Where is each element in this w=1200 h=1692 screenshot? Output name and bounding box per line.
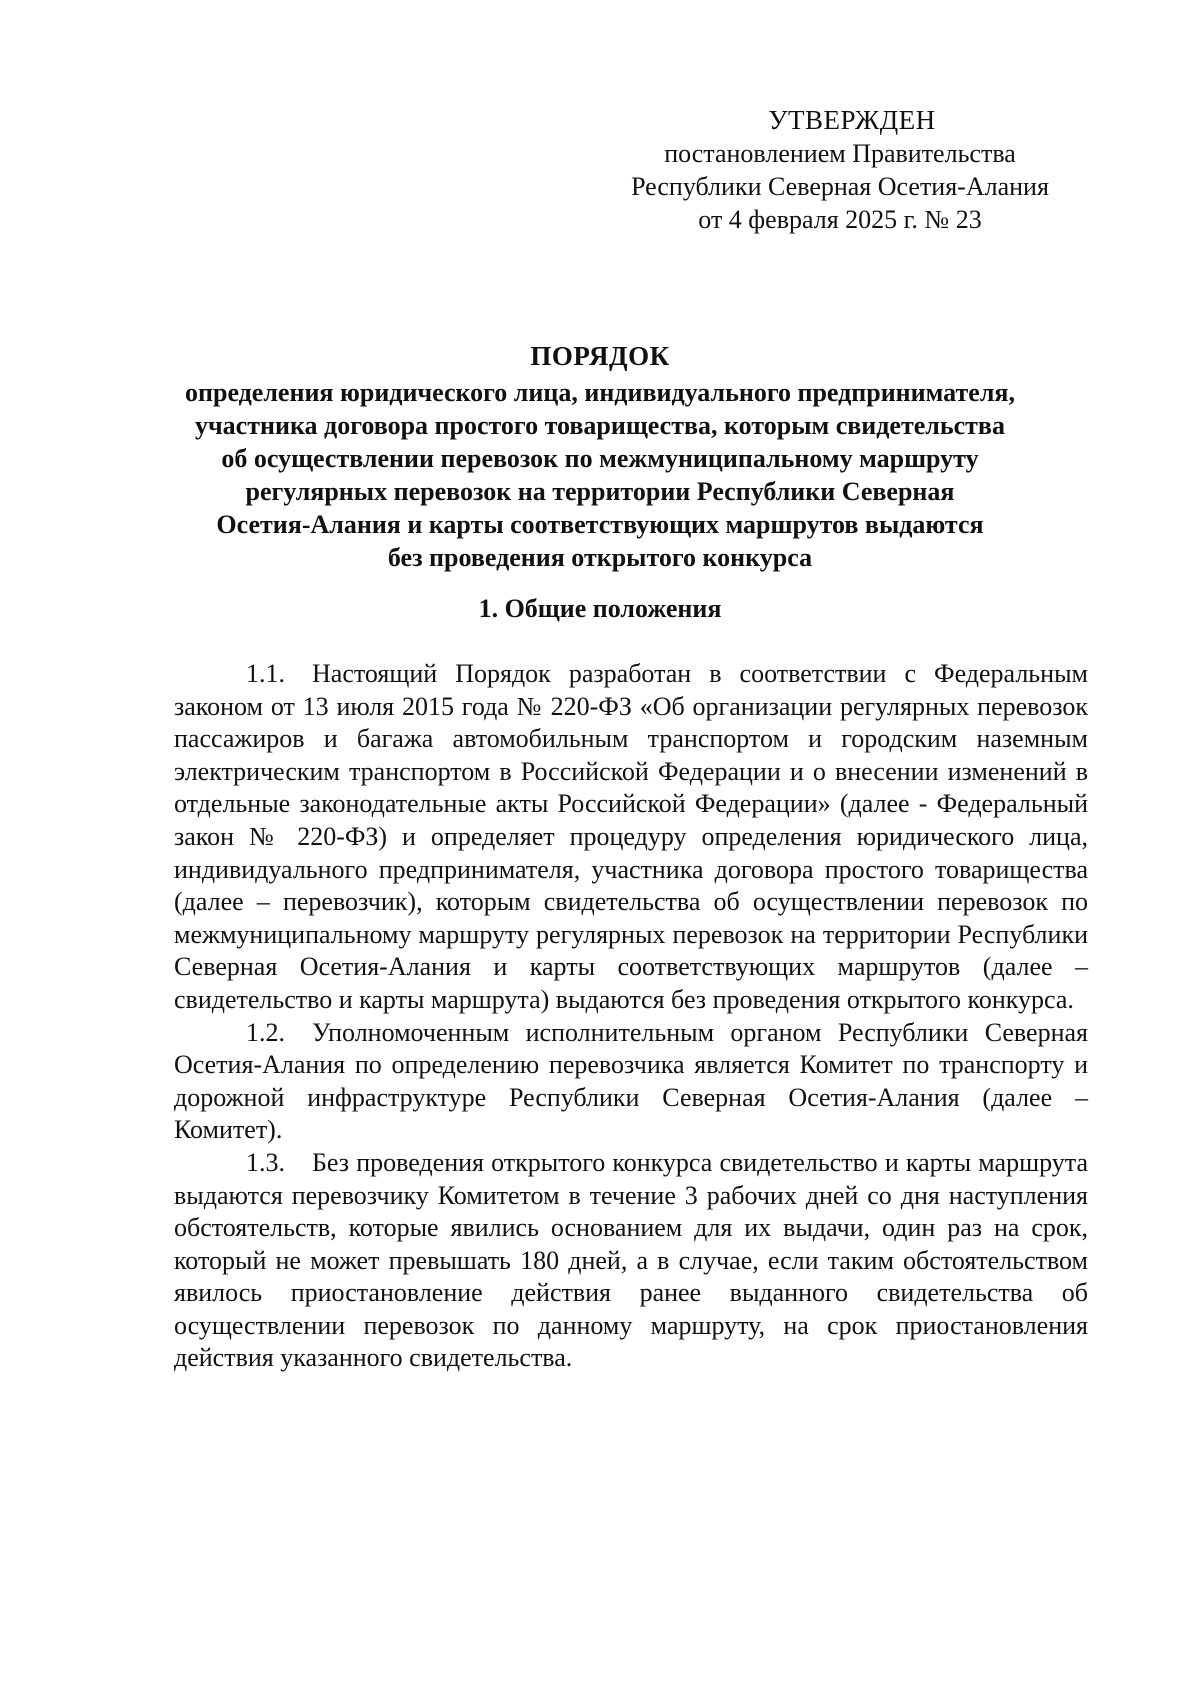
paragraph-number: 1.2. <box>246 1017 285 1047</box>
document-subtitle-line: об осуществлении перевозок по межмуниципальному маршруту <box>221 444 979 473</box>
paragraph-number: 1.1. <box>246 659 285 688</box>
approval-block <box>580 104 1100 236</box>
paragraph-number: 1.3. <box>246 1147 285 1177</box>
paragraph-text: Настоящий Порядок разработан в соответствии с Федеральным законом от 13 июля 2015 года № 220-ФЗ «Об организации регулярных перевозок пассажиров и багажа автомобильным транспортом и городским наземным электрическим транспортом в Российской Федерации и о внесении изменений в отдельные законодательные акты Российской Федерации» (далее - Федеральный закон № 220-ФЗ) и определяет процедуру определения юридического лица, индивидуального предпринимателя, участника договора простого товарищества (далее – перевозчик), которым свидетельства об осуществлении перевозок по межмуниципальному маршруту регулярных перевозок на территории Республики Северная Осетия-Алания и карты соответствующих маршрутов (далее – свидетельство и карты маршрута) выдаются без проведения открытого конкурса. <box>174 659 1088 1014</box>
section-title: 1. Общие положения <box>478 594 722 623</box>
document-heading <box>150 336 1050 574</box>
approval-title: УТВЕРЖДЕН <box>768 105 936 135</box>
paragraph-1-3 <box>174 1147 1088 1375</box>
document-title: ПОРЯДОК <box>530 341 670 371</box>
paragraph-1-2 <box>174 1017 1088 1147</box>
approval-line-republic: Республики Северная Осетия-Алания <box>631 172 1049 201</box>
document-body <box>174 658 1088 1375</box>
document-subtitle-line: регулярных перевозок на территории Республики Северная <box>245 477 955 506</box>
document-subtitle-line: без проведения открытого конкурса <box>387 543 813 572</box>
paragraph-text: Уполномоченным исполнительным органом Республики Северная Осетия-Алания по определению перевозчика является Комитет по транспорту и дорожной инфраструктуре Республики Северная Осетия-Алания (далее – Комитет). <box>174 1017 1088 1145</box>
document-subtitle-line: определения юридического лица, индивидуального предпринимателя, <box>185 378 1015 407</box>
paragraph-1-1 <box>174 658 1088 1017</box>
approval-line-decree: постановлением Правительства <box>664 139 1016 168</box>
document-subtitle-line: Осетия-Алания и карты соответствующих маршрутов выдаются <box>216 510 984 539</box>
paragraph-text: Без проведения открытого конкурса свидетельство и карты маршрута выдаются перевозчику Комитетом в течение 3 рабочих дней со дня наступления обстоятельств, которые явились основанием для их выдачи, один раз на срок, который не может превышать 180 дней, а в случае, если таким обстоятельством явилось приостановление действия ранее выданного свидетельства об осуществлении перевозок по данному маршруту, на срок приостановления действия указанного свидетельства. <box>174 1147 1088 1373</box>
document-subtitle-line: участника договора простого товарищества, которым свидетельства <box>195 411 1005 440</box>
approval-line-date: от 4 февраля 2025 г. № 23 <box>698 205 982 234</box>
